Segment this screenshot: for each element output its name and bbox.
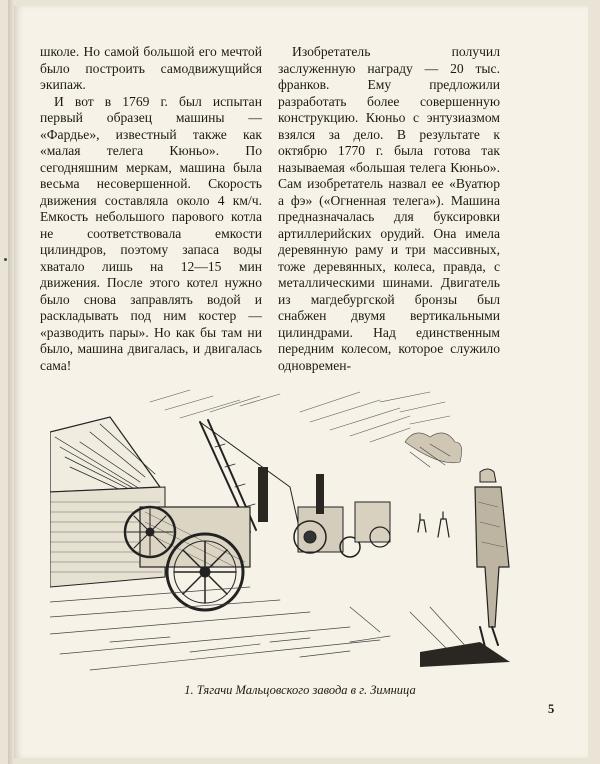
- paragraph: Изобретатель получил заслуженную награду — 20 тыс. франков. Ему предложили разработать более совершенную конструкцию. Кюньо с энтузиазмом взялся за дело. В результате к октябрю 1770 г. была готова так называемая «большая телега Кюньо». Сам изобретатель назвал ее «Вуатюр а фэ» («Огненная телега»). Машина предназначалась для буксировки артиллерийских орудий. Она имела деревянную раму и три массивных, тоже деревянных, колеса, правда, с металлическими шинами. Двигатель из магдебургской бронзы был снабжен двумя вертикальными цилиндрами. Над единственным передним колесом, которое служило одновремен-: [278, 44, 500, 373]
- paragraph: И вот в 1769 г. был испытан первый образец машины — «Фардье», известный также как «малая телега Кюньо». По сегодняшним меркам, машина была весьма несовершенной. Скорость движения составляла около 4 км/ч. Емкость небольшого парового котла не соответствовала емкости цилиндров, поэтому запаса воды хватало лишь на 12—15 мин движения. После этого котел нужно было снова заправлять водой и раскладывать под ним костер — «разводить пары». Но как бы там ни было, машина двигалась, и двигалась сама!: [40, 93, 262, 373]
- left-text-column: [40, 44, 262, 374]
- page-speck: [4, 258, 7, 261]
- paragraph: школе. Но самой большой его мечтой было построить самодвижущийся экипаж.: [40, 44, 262, 92]
- page-number: 5: [548, 702, 555, 716]
- right-text-column: [278, 44, 500, 374]
- figure-caption: 1. Тягачи Мальцовского завода в г. Зимница: [184, 683, 416, 697]
- illustration-tractors-sketch: [50, 372, 520, 672]
